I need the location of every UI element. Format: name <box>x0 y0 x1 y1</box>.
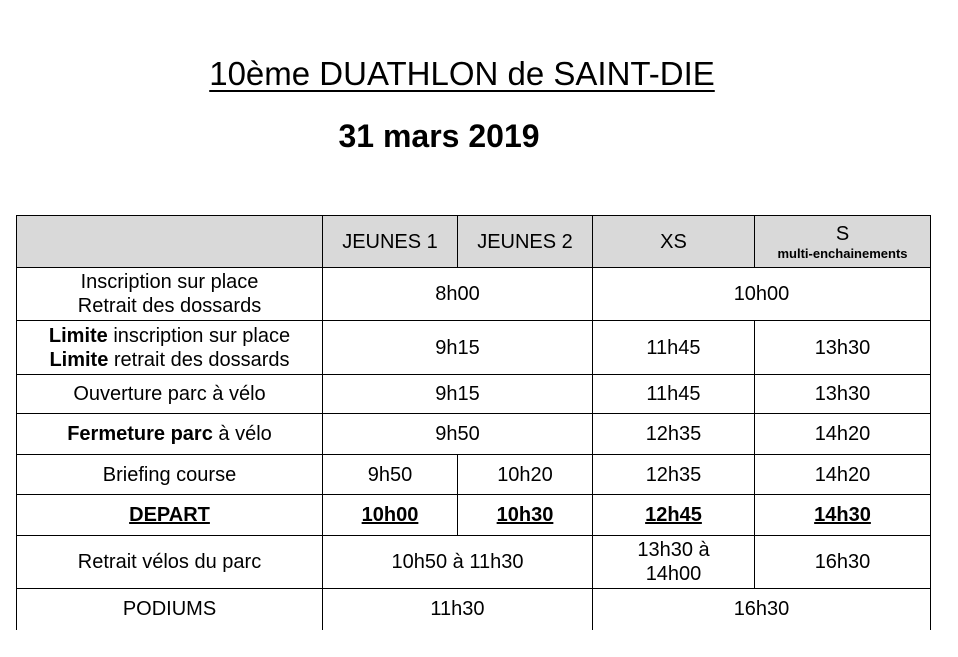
row-label-depart: DEPART <box>17 495 323 536</box>
table-row <box>17 536 931 589</box>
cell-line: 13h30 à <box>637 539 710 561</box>
cell-depart-jeunes1: 10h00 <box>323 495 458 536</box>
cell-fermeture-s: 14h20 <box>755 414 931 455</box>
cell-briefing-xs: 12h35 <box>593 455 755 495</box>
header-xs: XS <box>593 216 755 268</box>
row-label-inscription <box>17 268 323 321</box>
table-row-depart <box>17 495 931 536</box>
row-label-bold: Limite <box>49 348 109 371</box>
row-label-rest: inscription sur place <box>107 324 291 347</box>
header-s <box>755 216 931 268</box>
row-label-ouverture: Ouverture parc à vélo <box>17 375 323 414</box>
cell-retrait-velos-jeunes: 10h50 à 11h30 <box>323 536 593 589</box>
row-label-fermeture <box>17 414 323 455</box>
cell-limite-jeunes: 9h15 <box>323 321 593 375</box>
cell-depart-jeunes2: 10h30 <box>458 495 593 536</box>
cell-depart-xs: 12h45 <box>593 495 755 536</box>
event-date: 31 mars 2019 <box>338 118 540 154</box>
cell-ouverture-xs: 11h45 <box>593 375 755 414</box>
table-row <box>17 321 931 375</box>
cell-briefing-jeunes1: 9h50 <box>323 455 458 495</box>
cell-limite-s: 13h30 <box>755 321 931 375</box>
cell-inscription-xs-s: 10h00 <box>593 268 931 321</box>
row-label-bold: Limite <box>48 324 108 347</box>
document-title-text: 10ème DUATHLON de SAINT-DIE <box>209 55 715 92</box>
cell-ouverture-jeunes: 9h15 <box>323 375 593 414</box>
cell-fermeture-xs: 12h35 <box>593 414 755 455</box>
table-row <box>17 375 931 414</box>
row-label-line: Retrait des dossards <box>77 295 262 317</box>
row-label-limite <box>17 321 323 375</box>
document-title <box>0 55 924 93</box>
row-label-rest: à vélo <box>212 423 272 445</box>
header-s-subtitle: multi-enchainements <box>777 245 908 261</box>
cell-ouverture-s: 13h30 <box>755 375 931 414</box>
cell-retrait-velos-xs <box>593 536 755 589</box>
schedule-table <box>16 215 931 630</box>
cell-limite-xs: 11h45 <box>593 321 755 375</box>
table-row <box>17 414 931 455</box>
header-jeunes1: JEUNES 1 <box>323 216 458 268</box>
table-row <box>17 589 931 630</box>
cell-inscription-jeunes: 8h00 <box>323 268 593 321</box>
cell-briefing-jeunes2: 10h20 <box>458 455 593 495</box>
header-s-label: S <box>835 222 850 245</box>
row-label-podiums: PODIUMS <box>17 589 323 630</box>
row-label-retrait-velos: Retrait vélos du parc <box>17 536 323 589</box>
header-row <box>17 216 931 268</box>
table-row <box>17 268 931 321</box>
cell-podiums-jeunes: 11h30 <box>323 589 593 630</box>
row-label-line: Inscription sur place <box>80 271 259 293</box>
cell-briefing-s: 14h20 <box>755 455 931 495</box>
row-label-briefing: Briefing course <box>17 455 323 495</box>
header-empty-cell <box>17 216 323 268</box>
table-row <box>17 455 931 495</box>
cell-podiums-xs-s: 16h30 <box>593 589 931 630</box>
cell-fermeture-jeunes: 9h50 <box>323 414 593 455</box>
cell-depart-s: 14h30 <box>755 495 931 536</box>
cell-line: 14h00 <box>645 563 702 585</box>
cell-retrait-velos-s: 16h30 <box>755 536 931 589</box>
row-label-bold: Fermeture parc <box>67 423 213 445</box>
row-label-rest: retrait des dossards <box>108 348 290 371</box>
header-jeunes2: JEUNES 2 <box>458 216 593 268</box>
